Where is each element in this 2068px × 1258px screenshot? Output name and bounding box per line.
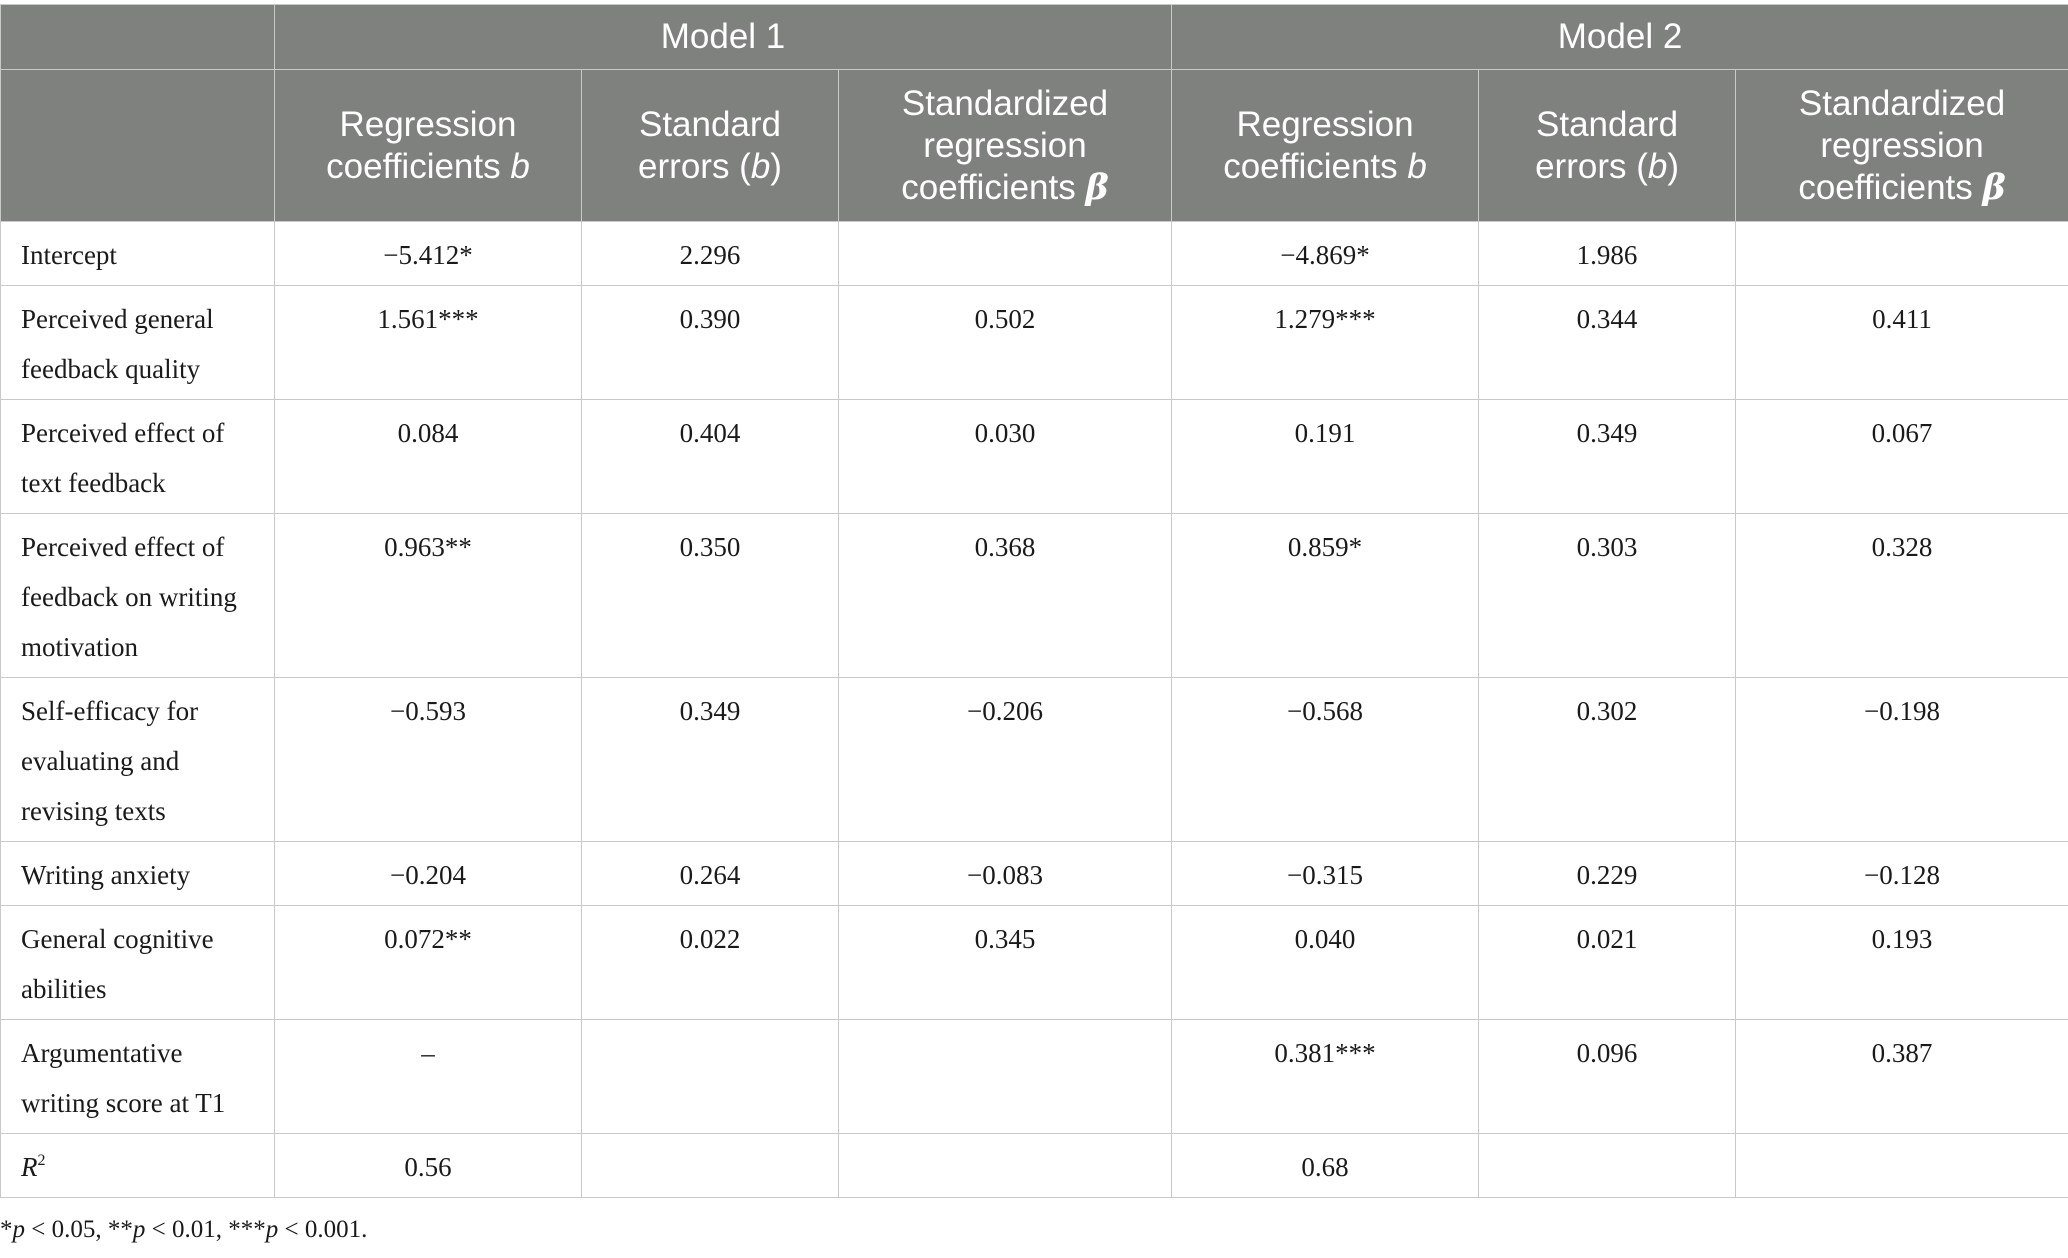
label-column-header: [1, 70, 275, 222]
m1-se-cell: [582, 1020, 839, 1134]
m2-regression-coefficients-header: [1172, 70, 1479, 222]
m2-b-cell: −0.568: [1172, 678, 1479, 842]
m2-se-cell: 0.229: [1479, 842, 1736, 906]
table-row: [1, 1020, 2068, 1134]
header-symbol: b: [1407, 146, 1427, 186]
m2-beta-cell: 0.067: [1736, 400, 2068, 514]
m1-beta-cell: 0.345: [839, 906, 1172, 1020]
table-row: [1, 400, 2068, 514]
header-symbol: b: [1647, 146, 1668, 186]
row-label: Perceived general feedback quality: [1, 286, 275, 400]
m1-se-cell: 0.350: [582, 514, 839, 678]
m2-beta-cell: 0.328: [1736, 514, 2068, 678]
empty-cell: [1736, 1134, 2068, 1198]
m1-beta-cell: −0.083: [839, 842, 1172, 906]
row-label: Argumentative writing score at T1: [1, 1020, 275, 1134]
r-symbol: R: [21, 1152, 38, 1182]
footnote-p: p: [265, 1216, 279, 1243]
header-text: Standardized regression coefficients: [1798, 83, 2006, 207]
footnote-stars: ***: [228, 1216, 266, 1243]
table-row: [1, 286, 2068, 400]
footnote-p: p: [132, 1216, 146, 1243]
table-row: [1, 222, 2068, 286]
model2-header: Model 2: [1172, 5, 2068, 70]
m2-beta-cell: [1736, 222, 2068, 286]
m1-standard-errors-header: [582, 70, 839, 222]
m1-b-cell: 0.072**: [275, 906, 582, 1020]
header-text: Standard errors (: [638, 104, 782, 186]
m2-b-cell: 0.381***: [1172, 1020, 1479, 1134]
header-symbol: β: [1085, 166, 1109, 208]
m2-beta-cell: −0.198: [1736, 678, 2068, 842]
m2-b-cell: 0.040: [1172, 906, 1479, 1020]
m2-beta-cell: 0.411: [1736, 286, 2068, 400]
footnote-text: < 0.001.: [278, 1216, 368, 1243]
m2-se-cell: 0.303: [1479, 514, 1736, 678]
model1-header: Model 1: [275, 5, 1172, 70]
m1-se-cell: 0.349: [582, 678, 839, 842]
m2-beta-cell: −0.128: [1736, 842, 2068, 906]
m1-beta-cell: 0.368: [839, 514, 1172, 678]
r-squared-label: [1, 1134, 275, 1198]
m2-se-cell: 0.302: [1479, 678, 1736, 842]
m2-b-cell: 1.279***: [1172, 286, 1479, 400]
row-label: Perceived effect of feedback on writing motivation: [1, 514, 275, 678]
m2-se-cell: 0.349: [1479, 400, 1736, 514]
header-symbol: β: [1982, 166, 2006, 208]
m2-standard-errors-header: [1479, 70, 1736, 222]
m1-beta-cell: −0.206: [839, 678, 1172, 842]
header-symbol: b: [510, 146, 530, 186]
significance-footnote: [0, 1216, 367, 1244]
regression-table: [0, 4, 2068, 1198]
table-row: [1, 514, 2068, 678]
r-superscript: 2: [37, 1152, 46, 1169]
row-label: Self-efficacy for evaluating and revising texts: [1, 678, 275, 842]
header-text: Standardized regression coefficients: [901, 83, 1109, 207]
m2-se-cell: 0.096: [1479, 1020, 1736, 1134]
m1-b-cell: −0.593: [275, 678, 582, 842]
header-text: Regression coefficients: [326, 104, 517, 186]
empty-cell: [1479, 1134, 1736, 1198]
model-header-row: [1, 5, 2068, 70]
m1-beta-cell: 0.502: [839, 286, 1172, 400]
m1-se-cell: 0.390: [582, 286, 839, 400]
header-text: Regression coefficients: [1223, 104, 1414, 186]
m1-b-cell: 0.963**: [275, 514, 582, 678]
m2-b-cell: 0.859*: [1172, 514, 1479, 678]
header-symbol: b: [750, 146, 771, 186]
row-label: Intercept: [1, 222, 275, 286]
m1-regression-coefficients-header: [275, 70, 582, 222]
m2-b-cell: −4.869*: [1172, 222, 1479, 286]
row-label: Perceived effect of text feedback: [1, 400, 275, 514]
m2-b-cell: 0.191: [1172, 400, 1479, 514]
m2-standardized-coefficients-header: [1736, 70, 2068, 222]
footnote-text: < 0.01,: [145, 1216, 229, 1243]
m1-standardized-coefficients-header: [839, 70, 1172, 222]
footnote-stars: **: [107, 1216, 133, 1243]
footnote-text: < 0.05,: [25, 1216, 108, 1243]
header-text: ): [770, 146, 782, 186]
m1-b-cell: –: [275, 1020, 582, 1134]
m1-beta-cell: [839, 1020, 1172, 1134]
m1-b-cell: 0.084: [275, 400, 582, 514]
footnote-stars: *: [0, 1216, 13, 1243]
m1-se-cell: 0.022: [582, 906, 839, 1020]
m2-se-cell: 0.021: [1479, 906, 1736, 1020]
m1-se-cell: 0.264: [582, 842, 839, 906]
row-label: Writing anxiety: [1, 842, 275, 906]
row-label: General cognitive abilities: [1, 906, 275, 1020]
m2-se-cell: 0.344: [1479, 286, 1736, 400]
m2-r-squared-cell: 0.68: [1172, 1134, 1479, 1198]
m1-r-squared-cell: 0.56: [275, 1134, 582, 1198]
m1-beta-cell: [839, 222, 1172, 286]
m1-b-cell: −0.204: [275, 842, 582, 906]
header-text: Standard errors (: [1535, 104, 1679, 186]
m2-beta-cell: 0.387: [1736, 1020, 2068, 1134]
empty-cell: [839, 1134, 1172, 1198]
r-squared-row: [1, 1134, 2068, 1198]
m1-se-cell: 2.296: [582, 222, 839, 286]
m1-beta-cell: 0.030: [839, 400, 1172, 514]
corner-cell: [1, 5, 275, 70]
empty-cell: [582, 1134, 839, 1198]
table-row: [1, 906, 2068, 1020]
m1-b-cell: −5.412*: [275, 222, 582, 286]
m1-se-cell: 0.404: [582, 400, 839, 514]
footnote-p: p: [12, 1216, 25, 1243]
m1-b-cell: 1.561***: [275, 286, 582, 400]
column-header-row: [1, 70, 2068, 222]
header-text: ): [1667, 146, 1679, 186]
m2-beta-cell: 0.193: [1736, 906, 2068, 1020]
table-row: [1, 842, 2068, 906]
table-row: [1, 678, 2068, 842]
m2-b-cell: −0.315: [1172, 842, 1479, 906]
m2-se-cell: 1.986: [1479, 222, 1736, 286]
